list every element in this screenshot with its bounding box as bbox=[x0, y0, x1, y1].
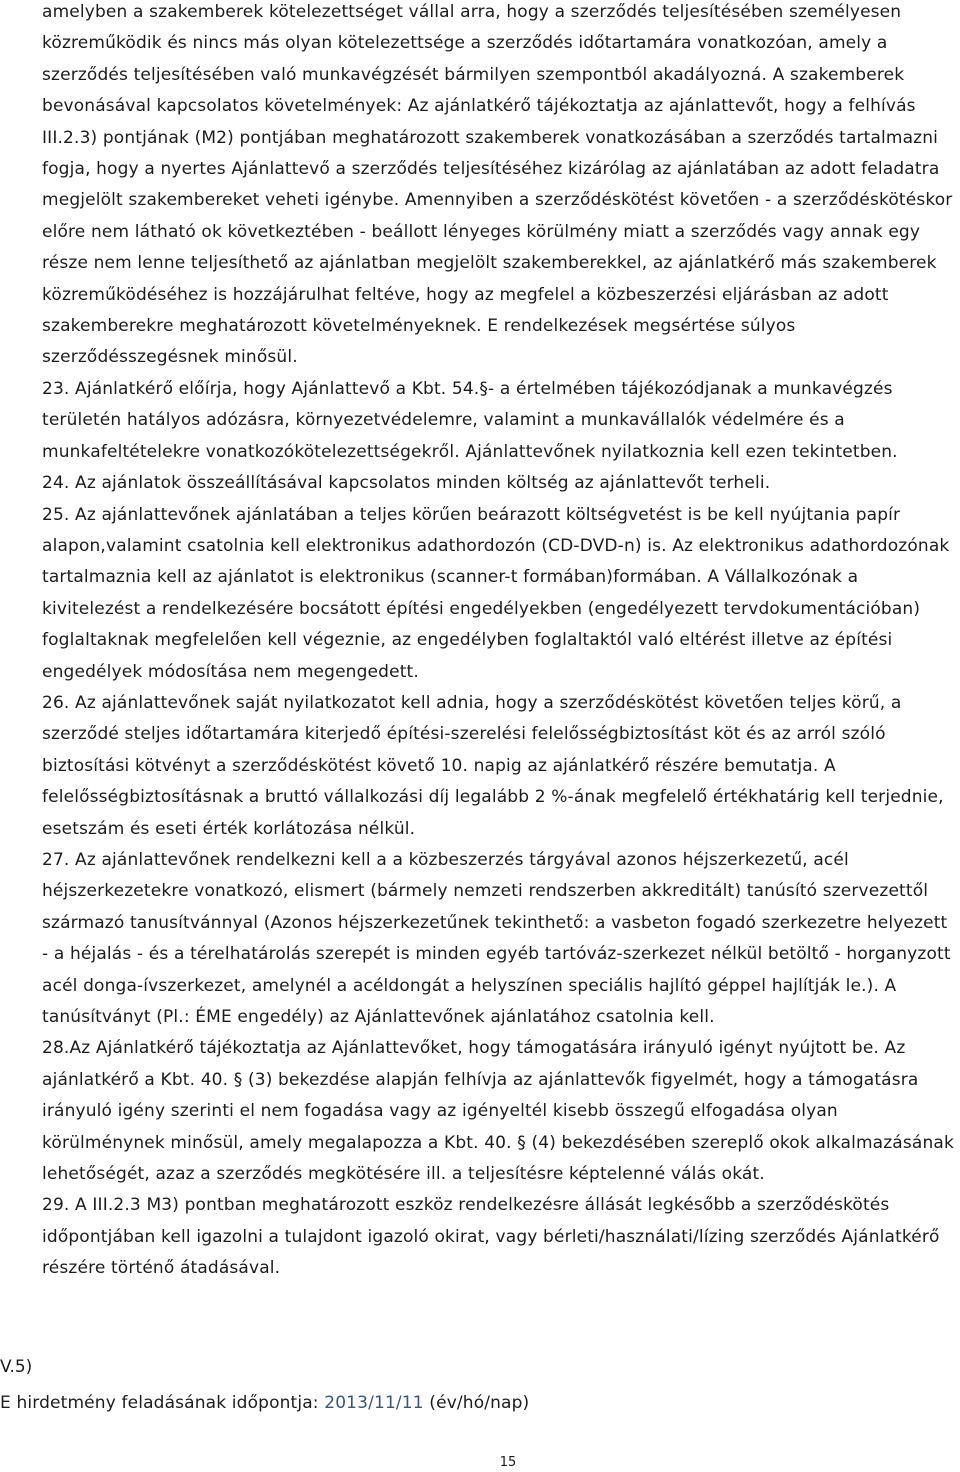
paragraph-25: 25. Az ajánlattevőnek ajánlatában a teljes körűen beárazott költségvetést is be kell nyújtania papír alapon,valamint csatolnia kell elektronikus adathordozón (CD-DVD-n) is. Az elektronikus adathordozónak tartalmaznia kell az ajánlatot is elektronikus (scanner-t formában)formában. A Vállalkozónak a kivitelezést a rendelkezésére bocsátott építési engedélyekben (engedélyezett tervdokumentációban) foglaltaknak megfelelően kell végeznie, az engedélyben foglaltaktól való eltérést illetve az építési engedélyek módosítása nem megengedett. bbox=[42, 504, 950, 682]
paragraph-23: 23. Ajánlatkérő előírja, hogy Ajánlattevő a Kbt. 54.§- a értelmében tájékozódjanak a munkavégzés területén hatályos adózásra, környezetvédelemre, valamint a munkavállalók védelmére és a munkafeltételekre vonatkozókötelezettségekről. Ajánlattevőnek nyilatkoznia kell ezen tekintetben. bbox=[42, 378, 898, 462]
publication-date-line bbox=[0, 1389, 529, 1417]
paragraph-szakemberek: amelyben a szakemberek kötelezettséget vállal arra, hogy a szerződés teljesítésében személyesen közreműködik és nincs más olyan kötelezettsége a szerződés időtartamára vonatkozóan, amely a szerződés teljesítésében való munkavégzését bármilyen szempontból akadályozná. A szakemberek bevonásával kapcsolatos követelmények: Az ajánlatkérő tájékoztatja az ajánlattevőt, hogy a felhívás III.2.3) pontjának (M2) pontjában meghatározott szakemberek vonatkozásában a szerződés tartalmazni fogja, hogy a nyertes Ajánlattevő a szerződés teljesítéséhez kizárólag az ajánlatában az adott feladatra megjelölt szakembereket veheti igénybe. Amennyiben a szerződéskötést követően - a szerződéskötéskor előre nem látható ok következtében - beállott lényeges körülmény miatt a szerződés vagy annak egy része nem lenne teljesíthető az ajánlatban megjelölt szakemberekkel, az ajánlatkérő más szakemberek közreműködéséhez is hozzájárulhat feltéve, hogy az megfelel a közbeszerzési eljárásban az adott szakemberekre meghatározott követelményeknek. E rendelkezések megsértése súlyos szerződésszegésnek minősül. bbox=[42, 2, 953, 368]
paragraph-28: 28.Az Ajánlatkérő tájékoztatja az Ajánlattevőket, hogy támogatására irányuló igényt nyújtott be. Az ajánlatkérő a Kbt. 40. § (3) bekezdése alapján felhívja az ajánlattevők figyelmét, hogy a támogatásra irányuló igény szerinti el nem fogadása vagy az igényeltél kisebb összegű elfogadása olyan körülménynek minősül, amely megalapozza a Kbt. 40. § (4) bekezdésében szereplő okok alkalmazásának lehetőségét, azaz a szerződés megkötésére ill. a teljesítésre képtelenné válás okát. bbox=[42, 1038, 954, 1185]
paragraph-26: 26. Az ajánlattevőnek saját nyilatkozatot kell adnia, hogy a szerződéskötést követően teljes körű, a szerződé steljes időtartamára kiterjedő építési-szerelési felelősségbiztosítást köt és az arról szóló biztosítási kötvényt a szerződéskötést követő 10. napig az ajánlatkérő részére bemutatja. A felelősségbiztosításnak a bruttó vállalkozási díj legalább 2 %-ának megfelelő értékhatárig kell terjednie, esetszám és eseti érték korlátozása nélkül. bbox=[42, 692, 944, 839]
section-label: V.5) bbox=[0, 1357, 33, 1377]
paragraph-24: 24. Az ajánlatok összeállításával kapcsolatos minden költség az ajánlattevőt terheli. bbox=[42, 473, 771, 494]
body-text bbox=[42, 0, 956, 1285]
publication-date-value: 2013/11/11 bbox=[324, 1393, 424, 1413]
paragraph-27: 27. Az ajánlattevőnek rendelkezni kell a a közbeszerzés tárgyával azonos héjszerkezetű, acél héjszerkezetekre vonatkozó, elismert (bármely nemzeti rendszerben akkreditált) tanúsító szervezettől származó tanusítvánnyal (Azonos héjszerkezetűnek tekinthető: a vasbeton fogadó szerkezetre helyezett - a héjalás - és a térelhatárolás szerepét is minden egyéb tartóváz-szerkezet nélkül betöltő - horganyzott acél donga-ívszerkezet, amelynél a acéldongát a helyszínen speciális hajlító géppel hajlítják le.). A tanúsítványt (Pl.: ÉME engedély) az Ajánlattevőnek ajánlatához csatolnia kell. bbox=[42, 849, 951, 1027]
paragraph-29: 29. A III.2.3 M3) pontban meghatározott eszköz rendelkezésre állását legkésőbb a szerződéskötés időpontjában kell igazolni a tulajdont igazoló okirat, vagy bérleti/használati/lízing szerződés Ajánlatkérő részére történő átadásával. bbox=[42, 1195, 940, 1279]
publication-date-suffix: (év/hó/nap) bbox=[429, 1393, 530, 1413]
page-number: 15 bbox=[499, 1455, 517, 1470]
publication-date-label: E hirdetmény feladásának időpontja: bbox=[0, 1393, 319, 1413]
